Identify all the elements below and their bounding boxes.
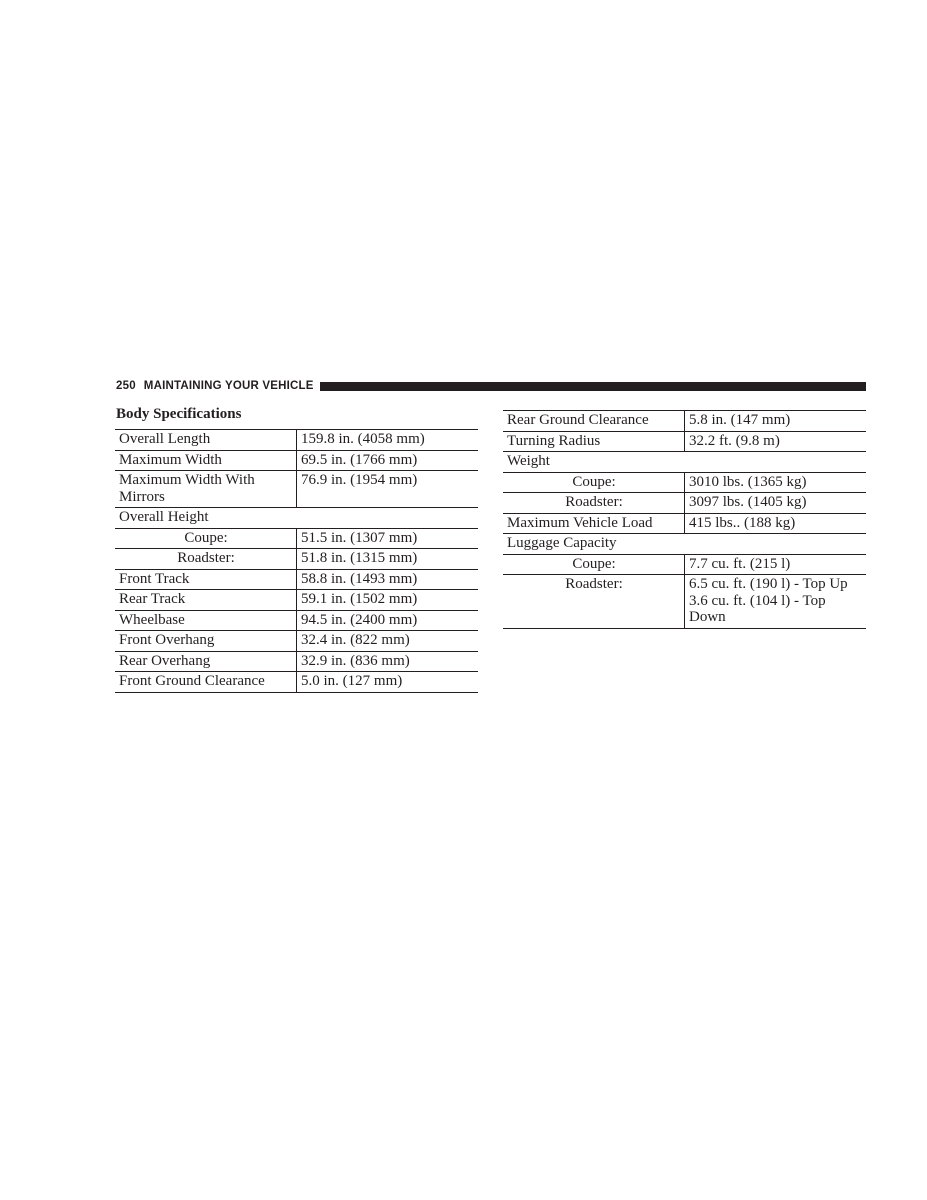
spec-value: 32.4 in. (822 mm) [297, 631, 479, 652]
table-row [115, 471, 478, 508]
spec-sub-label: Coupe: [503, 472, 685, 493]
spec-value: 94.5 in. (2400 mm) [297, 610, 479, 631]
spec-value: 76.9 in. (1954 mm) [297, 471, 479, 508]
table-row [115, 651, 478, 672]
table-row [503, 472, 866, 493]
table-row [503, 493, 866, 514]
spec-value: 415 lbs.. (188 kg) [685, 513, 867, 534]
spec-label: Front Overhang [115, 631, 297, 652]
page-header [116, 378, 866, 394]
table-row [115, 569, 478, 590]
chapter-title: MAINTAINING YOUR VEHICLE [143, 380, 314, 392]
spec-value: 5.0 in. (127 mm) [297, 672, 479, 693]
table-row-group [503, 452, 866, 473]
spec-sub-label: Coupe: [503, 554, 685, 575]
spec-value: 59.1 in. (1502 mm) [297, 590, 479, 611]
spec-value: 3010 lbs. (1365 kg) [685, 472, 867, 493]
section-title: Body Specifications [116, 406, 242, 422]
spec-label: Front Track [115, 569, 297, 590]
spec-label: Rear Track [115, 590, 297, 611]
spec-value: 5.8 in. (147 mm) [685, 411, 867, 432]
page-number: 250 [116, 380, 136, 392]
spec-label: Wheelbase [115, 610, 297, 631]
spec-value: 51.5 in. (1307 mm) [297, 528, 479, 549]
body-specifications-table-right [503, 410, 866, 629]
table-row [115, 450, 478, 471]
spec-value: 32.2 ft. (9.8 m) [685, 431, 867, 452]
table-row [115, 672, 478, 693]
header-rule [320, 382, 866, 391]
spec-value: 7.7 cu. ft. (215 l) [685, 554, 867, 575]
spec-label: Maximum Width With Mirrors [115, 471, 297, 508]
table-row [115, 528, 478, 549]
table-row [115, 610, 478, 631]
table-row [115, 590, 478, 611]
spec-label: Rear Overhang [115, 651, 297, 672]
spec-group-label: Weight [503, 452, 866, 473]
table-row [503, 513, 866, 534]
spec-sub-label: Roadster: [115, 549, 297, 570]
body-specifications-table-left [115, 429, 478, 693]
spec-value-multiline [685, 575, 867, 629]
spec-label: Maximum Vehicle Load [503, 513, 685, 534]
spec-group-label: Luggage Capacity [503, 534, 866, 555]
table-row-group [115, 508, 478, 529]
spec-label: Maximum Width [115, 450, 297, 471]
table-row [503, 411, 866, 432]
table-row [503, 575, 866, 629]
spec-value: 159.8 in. (4058 mm) [297, 430, 479, 451]
table-row [115, 549, 478, 570]
spec-label: Front Ground Clearance [115, 672, 297, 693]
spec-value: 32.9 in. (836 mm) [297, 651, 479, 672]
spec-label: Rear Ground Clearance [503, 411, 685, 432]
table-row [115, 430, 478, 451]
table-row-group [503, 534, 866, 555]
spec-label: Overall Length [115, 430, 297, 451]
spec-sub-label: Roadster: [503, 493, 685, 514]
spec-sub-label: Coupe: [115, 528, 297, 549]
spec-value: 58.8 in. (1493 mm) [297, 569, 479, 590]
spec-value-line: 3.6 cu. ft. (104 l) - Top Down [689, 592, 826, 625]
spec-group-label: Overall Height [115, 508, 478, 529]
table-row [503, 431, 866, 452]
spec-value: 3097 lbs. (1405 kg) [685, 493, 867, 514]
spec-value: 51.8 in. (1315 mm) [297, 549, 479, 570]
spec-label: Turning Radius [503, 431, 685, 452]
table-row [503, 554, 866, 575]
spec-value: 69.5 in. (1766 mm) [297, 450, 479, 471]
table-row [115, 631, 478, 652]
spec-sub-label: Roadster: [503, 575, 685, 629]
spec-value-line: 6.5 cu. ft. (190 l) - Top Up [689, 576, 848, 592]
